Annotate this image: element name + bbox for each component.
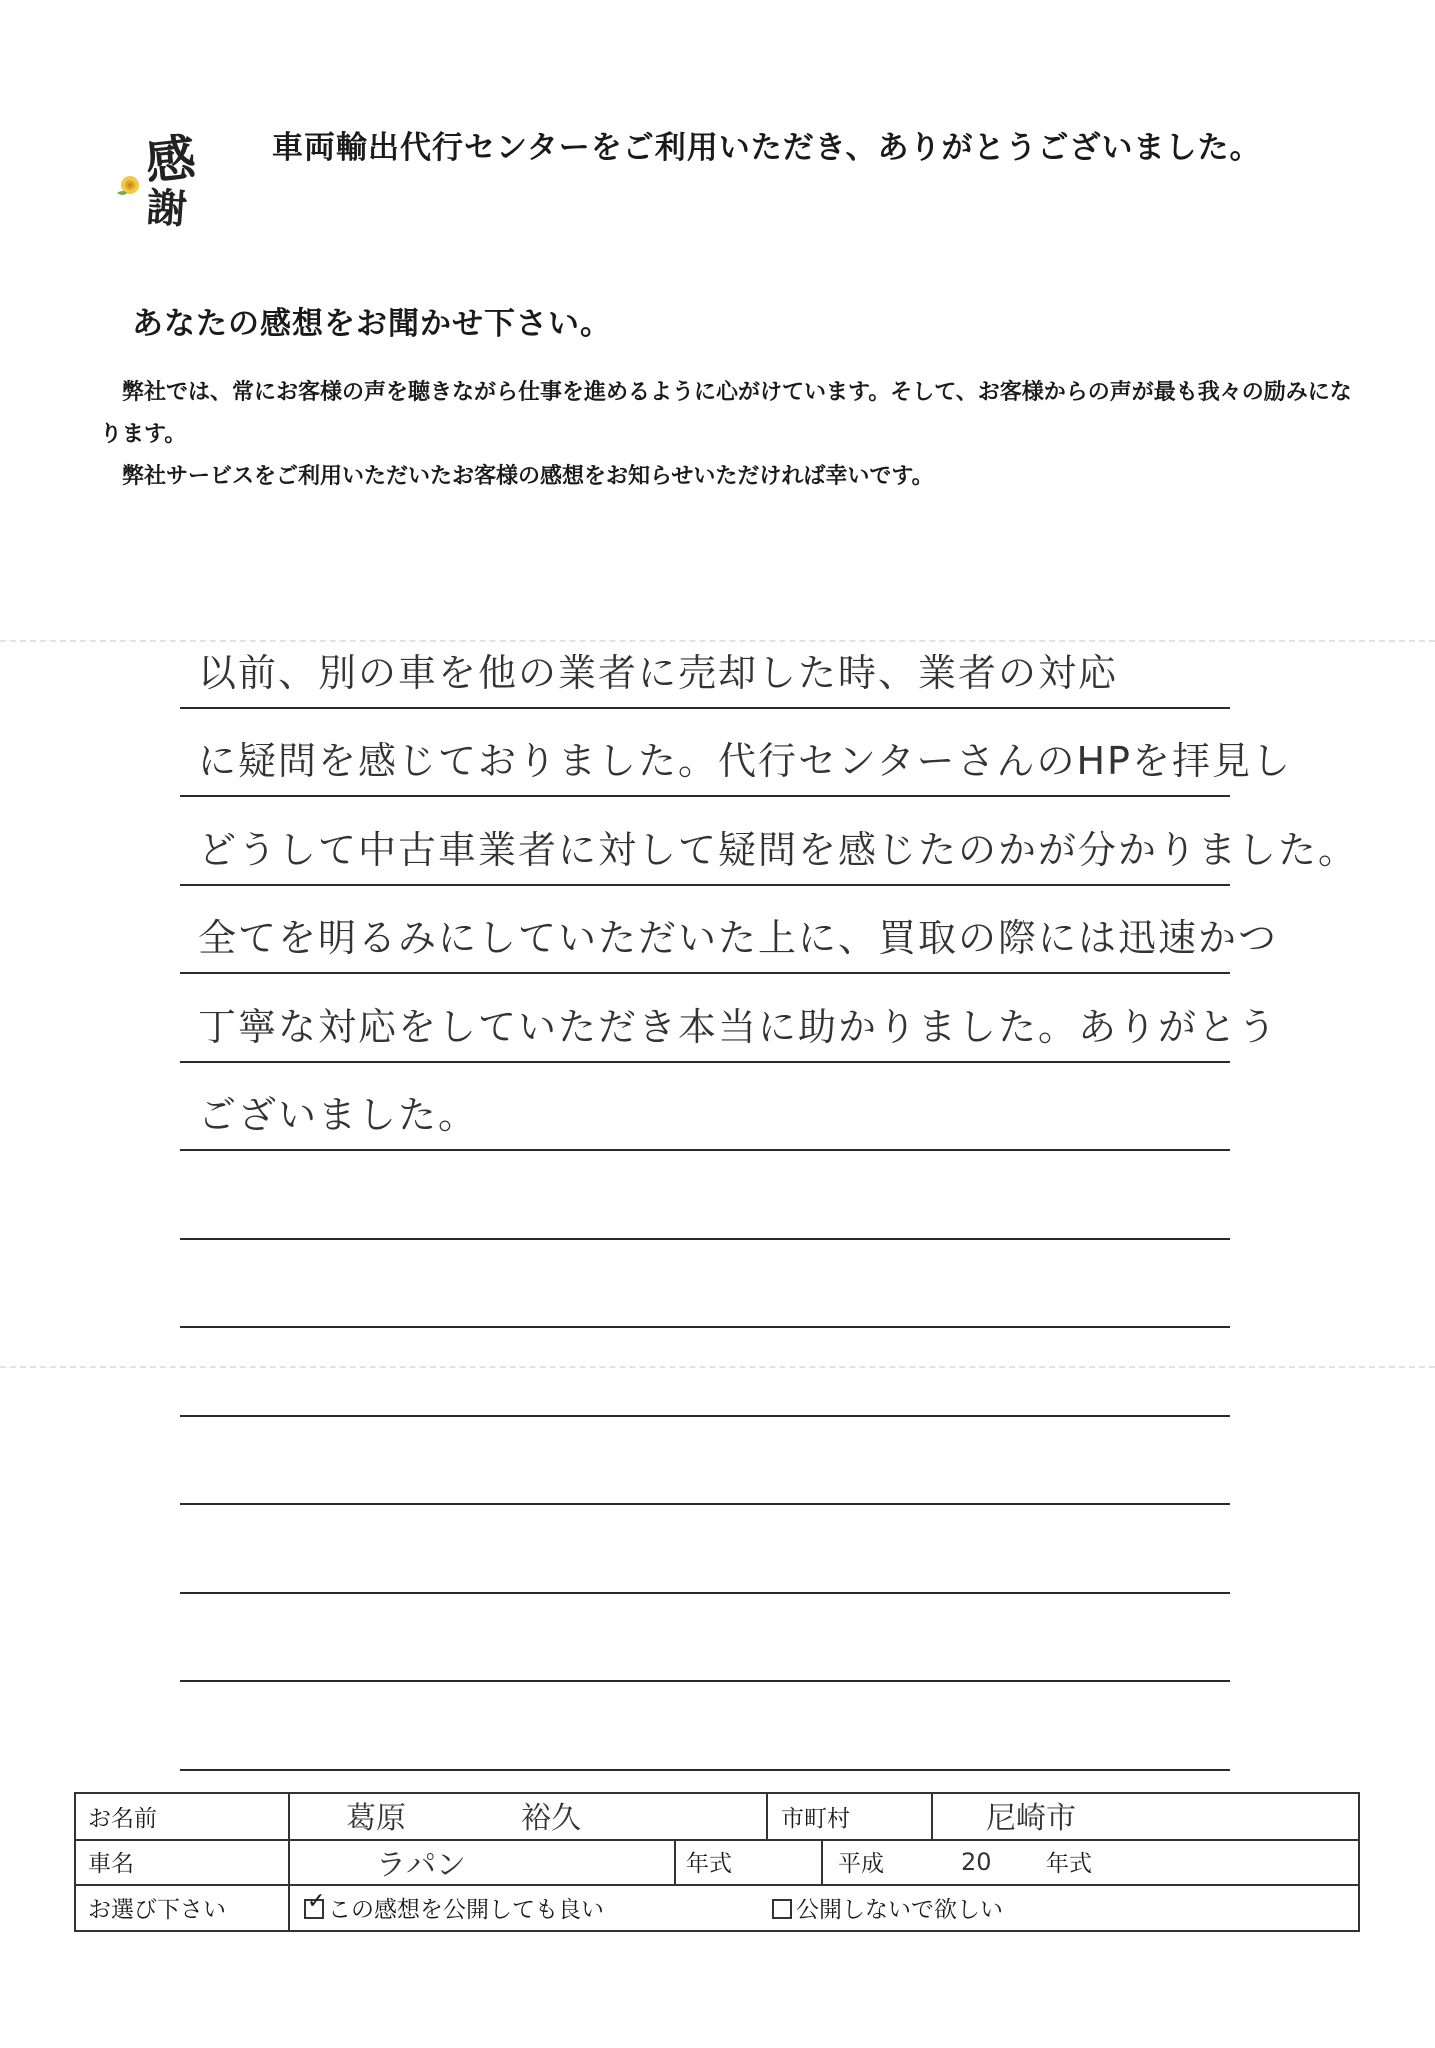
table-divider (76, 1884, 1358, 1886)
ruled-line (180, 1594, 1230, 1683)
ruled-line (180, 1151, 1230, 1240)
ruled-line (180, 1417, 1230, 1506)
handwritten-text: ございました。 (198, 1093, 479, 1137)
year-value: 20 (961, 1847, 992, 1876)
ruled-line (180, 1682, 1230, 1771)
table-divider (674, 1839, 676, 1884)
handwritten-text: 丁寧な対応をしていただき本当に助かりました。ありがとう (198, 1004, 1279, 1049)
ruled-line (180, 974, 1279, 1063)
city-label: 市町村 (781, 1806, 850, 1832)
publish-option-label: この感想を公開しても良い (328, 1896, 604, 1923)
page-title: 車両輸出代行センターをご利用いただき、ありがとうございました。 (272, 130, 1262, 166)
ruled-line (180, 1505, 1230, 1594)
car-value: ラパン (376, 1847, 466, 1883)
publish-checkbox[interactable] (304, 1889, 326, 1919)
intro-paragraph: 弊社サービスをご利用いただいたお客様の感想をお知らせいただければ幸いです。 (122, 464, 934, 489)
handwritten-text: に疑問を感じておりました。代行センターさんのHPを拝見し (198, 739, 1292, 783)
rose-icon (115, 171, 145, 201)
private-option-label: 公開しないで欲しい (796, 1896, 1003, 1923)
name-label: お名前 (88, 1806, 157, 1832)
handwritten-comment-area (180, 620, 1359, 1771)
private-checkbox[interactable] (772, 1899, 792, 1919)
ruled-line (180, 886, 1279, 975)
year-label: 年式 (686, 1851, 732, 1877)
publish-option[interactable] (304, 1884, 604, 1930)
era-label: 平成 (838, 1851, 884, 1877)
checkmark-icon: ✓ (307, 1889, 326, 1914)
handwritten-text: 全てを明るみにしていただいた上に、買取の際には迅速かつ (198, 916, 1279, 960)
ruled-line (180, 1240, 1230, 1329)
handwritten-text: どうして中古車業者に対して疑問を感じたのかが分かりました。 (198, 827, 1359, 872)
table-divider (766, 1794, 768, 1839)
logo-kanji: 感 (142, 127, 199, 192)
customer-info-table (74, 1792, 1360, 1932)
ruled-line (180, 709, 1292, 798)
ruled-line (180, 620, 1230, 709)
logo-kanji: 謝 (145, 183, 189, 234)
table-divider (288, 1794, 290, 1930)
ruled-line (180, 1328, 1230, 1417)
name-value: 裕久 (521, 1800, 581, 1836)
table-divider (931, 1794, 933, 1839)
name-value: 葛原 (346, 1800, 406, 1836)
private-option[interactable] (772, 1884, 1003, 1930)
ruled-line (180, 797, 1359, 886)
city-value: 尼崎市 (986, 1800, 1076, 1836)
thanks-logo (105, 115, 215, 235)
choice-label: お選び下さい (88, 1896, 226, 1923)
car-label: 車名 (88, 1851, 134, 1877)
intro-paragraph: 弊社では、常にお客様の声を聴きながら仕事を進めるように心がけています。そして、お客様からの声が最も我々の励みになります。 (100, 380, 1352, 447)
year-suffix: 年式 (1046, 1851, 1092, 1877)
section-heading: あなたの感想をお聞かせ下さい。 (132, 306, 612, 342)
handwritten-text: 以前、別の車を他の業者に売却した時、業者の対応 (198, 650, 1119, 695)
intro-text (100, 372, 1370, 498)
table-divider (821, 1839, 823, 1884)
ruled-line (180, 1063, 1230, 1152)
